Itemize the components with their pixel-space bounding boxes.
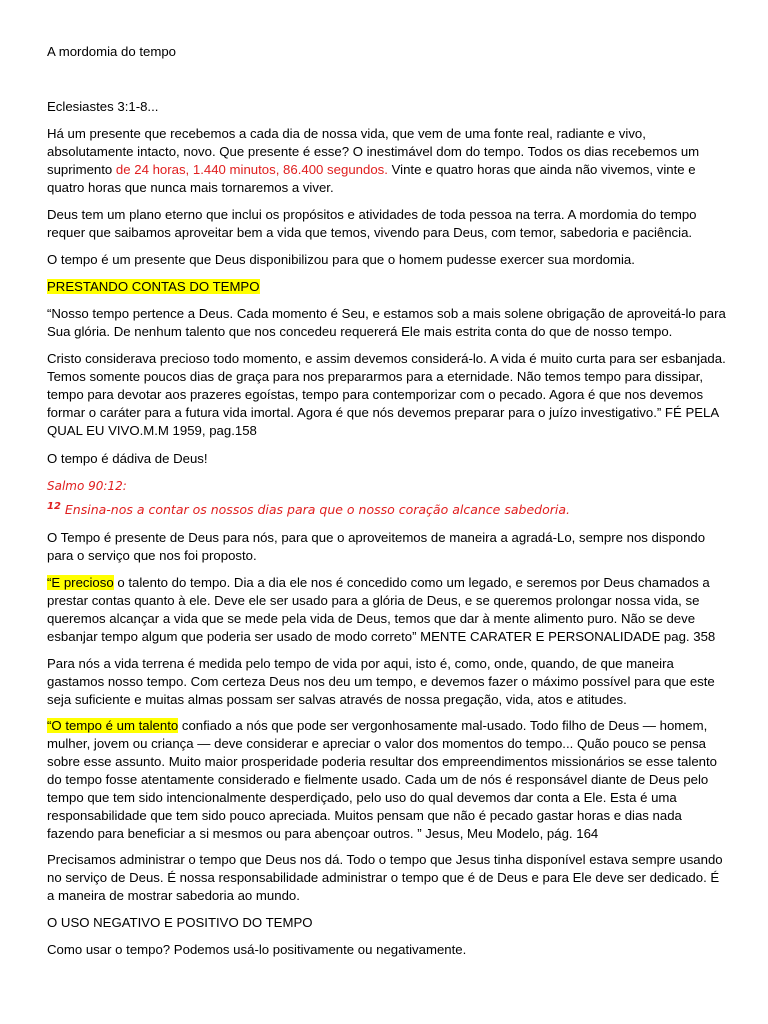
paragraph-how-use-time: Como usar o tempo? Podemos usá-lo positivamente ou negativamente. [47,942,467,957]
paragraph-intro [47,125,727,197]
paragraph-intro-text: Há um presente que recebemos a cada dia de nossa vida, que vem de uma fonte real, radiante e vivo, absolutamente intacto, novo. Que presente é esse? O inestimável dom do tempo. Todos os dias recebemos um suprimento [47,126,700,177]
paragraph-quote-time-belongs: “Nosso tempo pertence a Deus. Cada momento é Seu, e estamos sob a mais solene obrigação de aproveitá-lo para Sua glória. De nenhum talento que nos concedeu requererá Ele mais estrita conta do que de nosso tempo. [47,306,726,339]
paragraph-time-talent-text: confiado a nós que pode ser vergonhosamente mal-usado. Todo filho de Deus — homem, mulher, jovem ou criança — deve considerar e apreciar o valor dos momentos do tempo... Quão pouco se pensa sobre esse assunto. Muito maior prosperidade poderia resultar dos empreendimentos missionários se esse talento do tempo fosse atentamente considerado e fielmente usado. Cada um de nós é responsável diante de Deus pelo tempo que tem sido intencionalmente desperdiçado, pelo uso do qual devemos dar conta a Ele. Esta é uma responsabilidade que tem sido pouco apreciada. Muitos pensam que não é pecado gastar horas e dias nada fazendo para beneficiar a si mesmos ou para abençoar outros. ” Jesus, Meu Modelo, pág. 164 [47,718,717,841]
verse-text: Ensina-nos a contar os nossos dias para que o nosso coração alcance sabedoria. [60,502,570,517]
document-title: A mordomia do tempo [47,44,177,59]
paragraph-christ-precious: Cristo considerava precioso todo momento, e assim devemos considerá-lo. A vida é muito curta para ser esbanjada. Temos somente poucos dias de graça para nos prepararmos para a eternidade. Não temos tempo para dissipar, tempo para devotar aos prazeres egoístas, tempo para contemporizar com o pecado. Agora é que nos devemos formar o caráter para a futura vida imortal. Agora é que nós devemos preparar para o juízo investigativo.” FÉ PELA QUAL EU VIVO.M.M 1959, pag.158 [47,351,726,438]
scripture-reference: Eclesiastes 3:1-8... [47,99,159,114]
paragraph-earthly-life: Para nós a vida terrena é medida pelo tempo de vida por aqui, isto é, como, onde, quando, de que maneira gastamos nosso tempo. Com certeza Deus nos deu um tempo, e devemos fazer o máximo possível para que este seja suficiente e muitas almas possam ser salvas através de nossa pregação, vida, atos e atitudes. [47,656,715,707]
verse-number: 12 [47,500,61,512]
paragraph-administer-time: Precisamos administrar o tempo que Deus nos dá. Todo o tempo que Jesus tinha disponível estava sempre usando no serviço de Deus. É nossa responsabilidade administrar o tempo que é de Deus e para Ele deve ser dedicado. É a maneira de mostrar sabedoria ao mundo. [47,852,723,903]
psalm-reference: Salmo 90:12: [47,479,127,493]
paragraph-precious-talent-text: o talento do tempo. Dia a dia ele nos é concedido como um legado, e seremos por Deus chamados a prestar contas quanto à ele. Deve ele ser usado para a glória de Deus, e se queremos prolongar nossa vida, se queremos alcançar a vida que se mede pela vida de Deus, temos que dar à mente alimento puro. Não se deve esbanjar tempo algum que poderia ser usado de modo correto” MENTE CARATER E PERSONALIDADE pag. 358 [47,575,716,644]
psalm-verse [47,501,727,519]
quote-highlight-talent: “O tempo é um talento [47,718,179,733]
section-heading-accountability [47,278,727,296]
quote-highlight-precious: “E precioso [47,575,114,590]
paragraph-time-present: O Tempo é presente de Deus para nós, para que o aproveitemos de maneira a agradá-Lo, sempre nos dispondo para o serviço que nos foi proposto. [47,530,706,563]
paragraph-intro-text-end: Vinte e quatro horas que ainda não vivemos, vinte e quatro horas que nunca mais tornaremos a viver. [47,162,696,195]
paragraph-time-talent [47,717,727,843]
paragraph-time-gift: O tempo é um presente que Deus disponibilizou para que o homem pudesse exercer sua mordomia. [47,252,635,267]
paragraph-precious-talent [47,574,727,646]
paragraph-time-gift-exclaim: O tempo é dádiva de Deus! [47,451,208,466]
highlighted-time-amounts: de 24 horas, 1.440 minutos, 86.400 segundos. [115,162,388,177]
section-heading-negative-positive: O USO NEGATIVO E POSITIVO DO TEMPO [47,915,313,930]
heading-highlight: PRESTANDO CONTAS DO TEMPO [47,279,260,294]
paragraph-eternal-plan: Deus tem um plano eterno que inclui os propósitos e atividades de toda pessoa na terra. A mordomia do tempo requer que saibamos aproveitar bem a vida que temos, vivendo para Deus, com temor, sabedoria e paciência. [47,207,697,240]
